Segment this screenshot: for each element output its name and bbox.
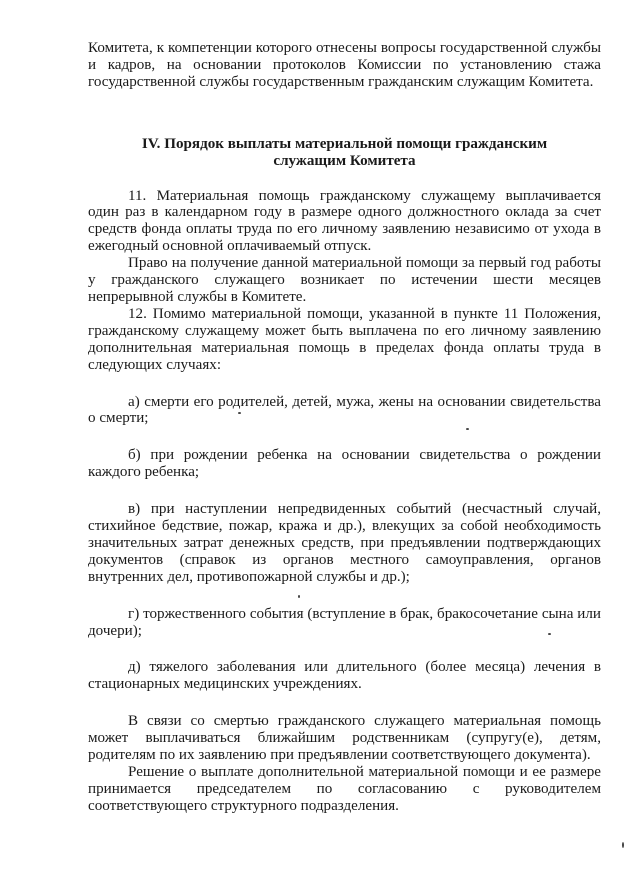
scan-speck <box>622 842 624 848</box>
section-heading-line1: IV. Порядок выплаты материальной помощи гражданским <box>141 135 548 152</box>
scan-speck <box>298 595 300 598</box>
scan-speck <box>238 412 241 414</box>
item-b: б) при рождении ребенка на основании свидетельства о рождении каждого ребенка; <box>88 447 601 481</box>
scan-speck <box>466 428 469 430</box>
scan-speck <box>548 633 551 635</box>
intro-paragraph: Комитета, к компетенции которого отнесены вопросы государственной службы и кадров, на основании протоколов Комиссии по установлению стажа государственной службы государственным гражданским служащим Комитета. <box>88 40 601 90</box>
paragraph-12: 12. Помимо материальной помощи, указанной в пункте 11 Положения, гражданскому служащему может быть выплачена по его личному заявлению дополнительная материальная помощь в пределах фонда оплаты труда в следующих случаях: <box>88 305 601 373</box>
paragraph-11-right: Право на получение данной материальной помощи за первый год работы у гражданского служащего возникает по истечении шести месяцев непрерывной службы в Комитете. <box>88 255 601 305</box>
document-page <box>88 40 601 815</box>
death-paragraph: В связи со смертью гражданского служащего материальная помощь может выплачиваться ближайшим родственникам (супругу(е), детям, родителям по их заявлению при предъявлении соответствующего документа). <box>88 713 601 764</box>
item-v: в) при наступлении непредвиденных событий (несчастный случай, стихийное бедствие, пожар, кража и др.), влекущих за собой необходимость значительных затрат денежных средств, при предъявлении подтверждающих документов (справок из органов местного самоуправления, органов внутренних дел, противопожарной службы и др.); <box>88 501 601 585</box>
section-heading <box>88 136 601 170</box>
paragraph-11: 11. Материальная помощь гражданскому служащему выплачивается один раз в календарном году в размере одного должностного оклада за счет средств фонда оплаты труда по его личному заявлению независимо от ухода в ежегодный основной оплачиваемый отпуск. <box>88 187 601 255</box>
item-g: г) торжественного события (вступление в брак, бракосочетание сына или дочери); <box>88 605 601 639</box>
decision-paragraph: Решение о выплате дополнительной материальной помощи и ее размере принимается председателем по согласованию с руководителем соответствующего структурного подразделения. <box>88 764 601 814</box>
section-heading-line2: служащим Комитета <box>273 152 416 169</box>
item-a: а) смерти его родителей, детей, мужа, жены на основании свидетельства о смерти; <box>88 393 601 427</box>
item-d: д) тяжелого заболевания или длительного (более месяца) лечения в стационарных медицинских учреждениях. <box>88 659 601 693</box>
